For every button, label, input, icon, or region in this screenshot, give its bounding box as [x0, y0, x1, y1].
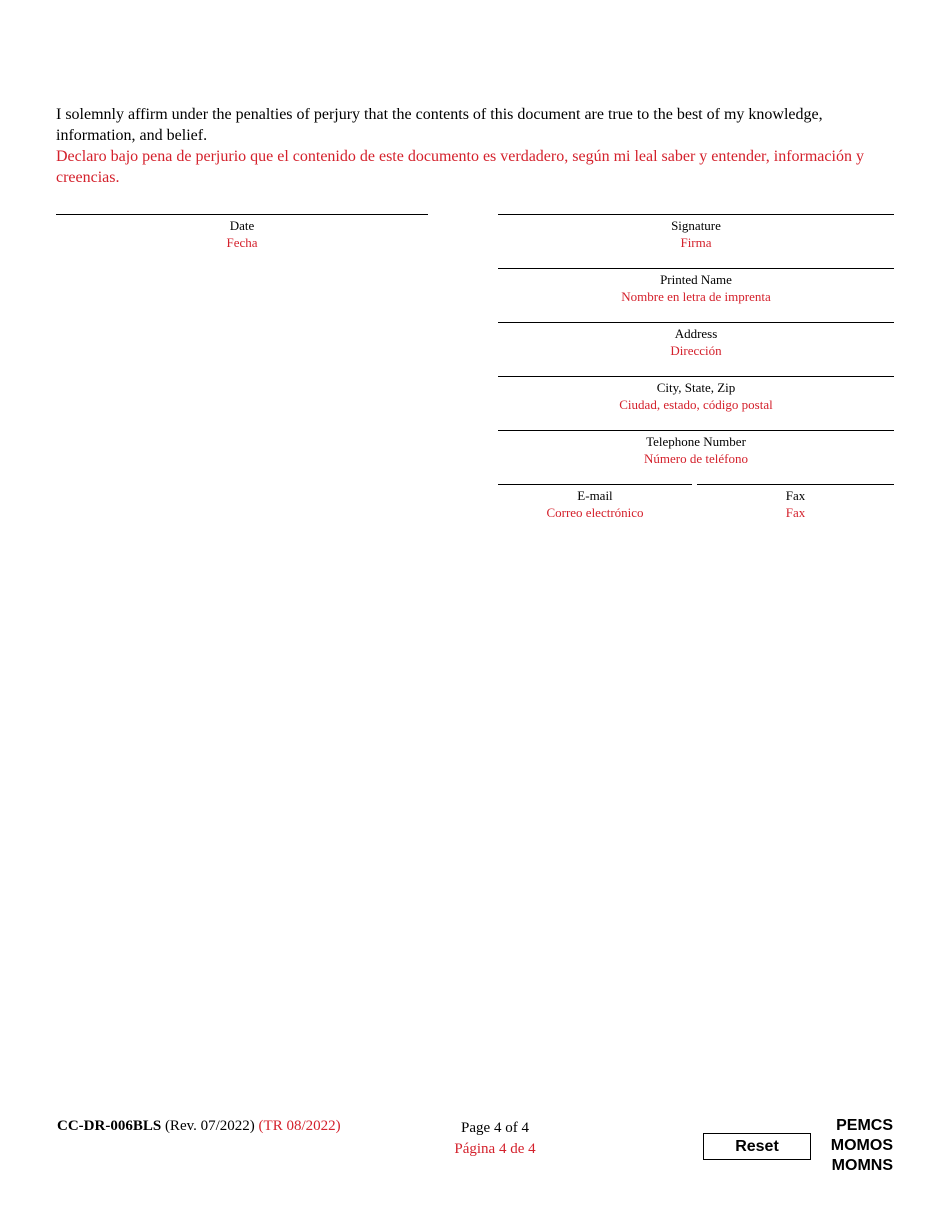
city-state-zip-label-es: Ciudad, estado, código postal	[619, 397, 773, 412]
email-label: E-mail	[577, 488, 613, 503]
address-label-es: Dirección	[670, 343, 722, 358]
page-number-es: Página 4 de 4	[454, 1141, 536, 1157]
form-id: CC-DR-006BLS	[57, 1118, 162, 1134]
reset-button[interactable]: Reset	[703, 1133, 811, 1160]
address-label: Address	[674, 326, 718, 341]
printed-name-field[interactable]	[498, 268, 894, 305]
code-1: PEMCS	[836, 1117, 893, 1134]
code-3: MOMNS	[831, 1157, 893, 1174]
form-codes	[812, 1116, 893, 1176]
telephone-label-es: Número de teléfono	[644, 451, 748, 466]
affirmation-text	[56, 104, 896, 188]
form-revision: (Rev. 07/2022)	[164, 1118, 255, 1134]
date-label: Date	[229, 218, 255, 233]
form-identifier	[57, 1118, 341, 1135]
email-field[interactable]	[498, 484, 692, 521]
telephone-label: Telephone Number	[646, 434, 746, 449]
printed-name-label: Printed Name	[660, 272, 732, 287]
email-label-es: Correo electrónico	[546, 505, 644, 520]
fax-field[interactable]	[697, 484, 894, 521]
page-number-en: Page 4 of 4	[461, 1120, 529, 1136]
telephone-field[interactable]	[498, 430, 894, 467]
city-state-zip-field[interactable]	[498, 376, 894, 413]
address-field[interactable]	[498, 322, 894, 359]
page-number	[440, 1118, 550, 1160]
fax-label-es: Fax	[785, 505, 806, 520]
affirmation-en: I solemnly affirm under the penalties of perjury that the contents of this document are true to the best of my knowledge, information, and belief.	[56, 106, 823, 144]
signature-label: Signature	[671, 218, 721, 233]
signature-label-es: Firma	[680, 235, 712, 250]
date-label-es: Fecha	[226, 235, 258, 250]
printed-name-label-es: Nombre en letra de imprenta	[621, 289, 771, 304]
affirmation-es: Declaro bajo pena de perjurio que el contenido de este documento es verdadero, según mi leal saber y entender, información y creencias.	[56, 148, 864, 186]
city-state-zip-label: City, State, Zip	[656, 380, 736, 395]
signature-field[interactable]	[498, 214, 894, 251]
fax-label: Fax	[785, 488, 806, 503]
code-2: MOMOS	[830, 1137, 893, 1154]
date-field[interactable]	[56, 214, 428, 251]
form-translation-rev: (TR 08/2022)	[258, 1118, 341, 1134]
